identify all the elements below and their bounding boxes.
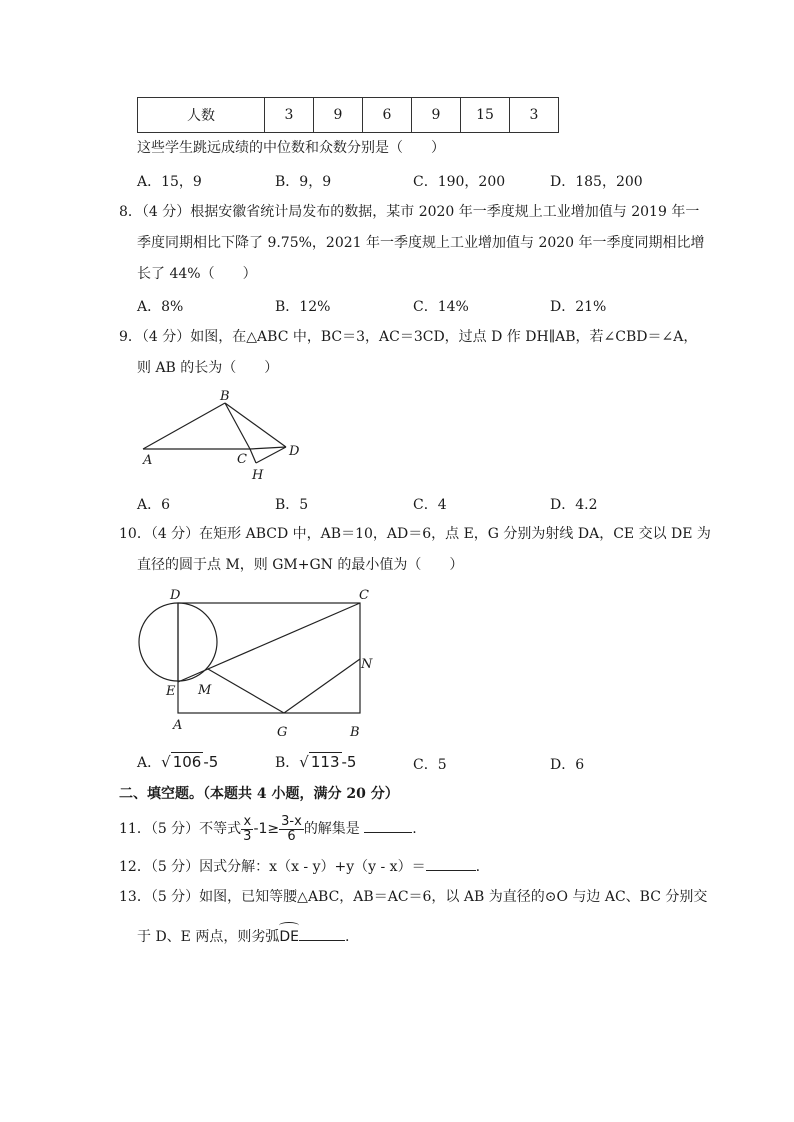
radicand: 106: [172, 753, 202, 771]
fraction-x-over-3: [241, 815, 253, 844]
q10-line-2: 直径的圆于点 M，则 GM+GN 的最小值为（ ）: [137, 557, 464, 573]
q9-label-b: B: [220, 389, 230, 404]
q9-option-d: D．4.2: [550, 497, 598, 513]
q9-option-a: A．6: [137, 497, 171, 513]
q10-line-1: 10．（4 分）在矩形 ABCD 中，AB＝10，AD＝6，点 E，G 分别为射线 DA，CE 交以 DE 为: [119, 526, 711, 542]
q10-option-a: [137, 752, 218, 772]
q10-label-c: C: [359, 588, 369, 603]
q11-end: .: [412, 821, 417, 837]
table-cell: 9: [412, 98, 461, 133]
answer-blank[interactable]: [299, 926, 345, 941]
q7-option-d: D．185，200: [550, 174, 643, 190]
q9-option-c: C．4: [413, 497, 447, 513]
q9-triangle-figure: [130, 385, 330, 485]
table-header-cell: 人数: [138, 98, 265, 133]
score-table: [137, 97, 559, 133]
q10-option-c: C．5: [413, 757, 447, 773]
fraction-denominator: 6: [287, 828, 296, 844]
q10-label-n: N: [361, 657, 373, 672]
fraction-numerator: x: [241, 815, 253, 830]
fraction-numerator: 3-x: [281, 813, 302, 829]
table-cell: 9: [314, 98, 363, 133]
q10-label-d: D: [170, 588, 181, 603]
option-letter: B．: [275, 755, 300, 771]
sqrt-symbol: √ 113: [299, 753, 340, 771]
q13-line-2: [137, 926, 349, 947]
table-cell: 3: [265, 98, 314, 133]
q7-option-b: B．9，9: [275, 174, 332, 190]
q10-label-a: A: [173, 718, 183, 733]
q12-line: [119, 856, 480, 877]
q9-label-d: D: [289, 444, 300, 459]
table-cell: 6: [363, 98, 412, 133]
option-suffix: -5: [341, 753, 357, 771]
q10-rectangle-figure: [130, 582, 390, 742]
q10-option-b: [275, 752, 356, 772]
q8-line-1: 8．（4 分）根据安徽省统计局发布的数据，某市 2020 年一季度规上工业增加值与 2019 年一: [119, 204, 700, 220]
table-row: [138, 98, 559, 133]
q12-end: .: [475, 859, 481, 875]
q7-stem: 这些学生跳远成绩的中位数和众数分别是（ ）: [137, 140, 445, 156]
q9-line-2: 则 AB 的长为（ ）: [137, 360, 279, 376]
q7-option-c: C．190，200: [413, 174, 506, 190]
q9-label-c: C: [237, 452, 247, 467]
q13-end: .: [345, 929, 350, 945]
table-cell: 15: [461, 98, 510, 133]
q9-label-h: H: [252, 468, 264, 483]
q13-line-1: 13．（5 分）如图，已知等腰△ABC，AB＝AC＝6，以 AB 为直径的⊙O 与边 AC、BC 分别交: [119, 889, 708, 905]
q8-option-c: C．14%: [413, 299, 469, 315]
q8-option-a: A．8%: [137, 299, 184, 315]
table-cell: 3: [510, 98, 559, 133]
section-2-title: 二、填空题。（本题共 4 小题，满分 20 分）: [119, 786, 399, 802]
q9-label-a: A: [143, 453, 153, 468]
arc-de: DE: [279, 929, 299, 945]
q8-option-d: D．21%: [550, 299, 607, 315]
option-letter: A．: [137, 755, 162, 771]
answer-blank[interactable]: [364, 818, 412, 833]
q13-prefix: 于 D、E 两点，则劣弧: [137, 929, 280, 945]
q10-label-b: B: [350, 725, 360, 740]
q11-suffix: 的解集是: [303, 821, 360, 837]
radicand: 113: [310, 753, 340, 771]
q9-line-1: 9．（4 分）如图，在△ABC 中，BC＝3，AC＝3CD，过点 D 作 DH∥AB，若∠CBD＝∠A，: [119, 329, 698, 345]
q8-option-b: B．12%: [275, 299, 331, 315]
q11-line: [119, 812, 417, 846]
q9-option-b: B．5: [275, 497, 309, 513]
q8-line-3: 长了 44%（ ）: [137, 266, 257, 282]
q7-option-a: A．15，9: [137, 174, 202, 190]
q10-label-e: E: [166, 684, 176, 699]
q10-label-m: M: [198, 683, 212, 698]
q8-line-2: 季度同期相比下降了 9.75%，2021 年一季度规上工业增加值与 2020 年一季度同期相比增: [137, 235, 705, 251]
q10-label-g: G: [277, 725, 288, 740]
q12-text: 12．（5 分）因式分解：x（x - y）+y（y - x）＝: [119, 859, 426, 875]
sqrt-symbol: √ 106: [161, 753, 202, 771]
answer-blank[interactable]: [426, 856, 476, 871]
option-suffix: -5: [203, 753, 219, 771]
fraction-3-x-over-6: [279, 815, 304, 844]
q11-prefix: 11．（5 分）不等式: [119, 821, 242, 837]
q11-mid: -1≥: [253, 821, 280, 837]
q10-option-d: D．6: [550, 757, 585, 773]
fraction-denominator: 3: [243, 828, 252, 844]
